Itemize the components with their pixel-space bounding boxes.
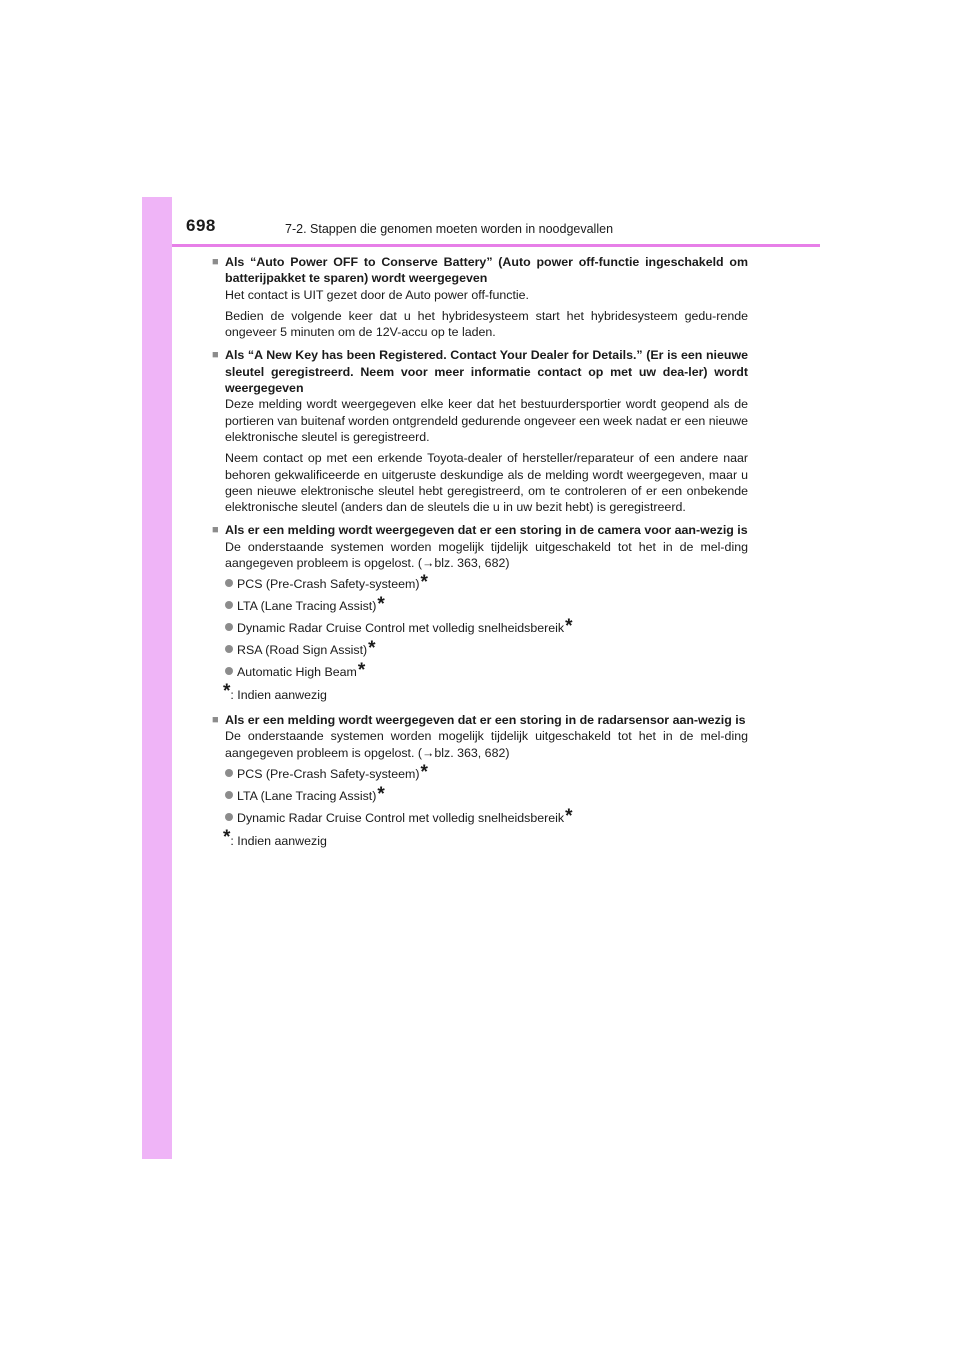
list-item-text: LTA (Lane Tracing Assist): [237, 599, 377, 614]
list-item: Dynamic Radar Cruise Control met volledig snelheidsbereik *: [225, 620, 748, 636]
body-paragraph: Neem contact op met een erkende Toyota-dealer of hersteller/reparateur of een andere naar behoren gekwalificeerde en uitgeruste deskundige als de melding wordt weergegeven, maar u geen nieuwe elektronische sleutel hebt geregistreerd, om te controleren of er een onbekende elektronische sleutel (anders dan de sleutels die u in uw bezit hebt) is geregistreerd.: [225, 451, 748, 515]
list-item-text: LTA (Lane Tracing Assist): [237, 788, 377, 803]
list-item: LTA (Lane Tracing Assist) *: [225, 598, 748, 614]
section-heading-text: Als er een melding wordt weergegeven dat er een storing in de radarsensor aan-wezig is: [225, 713, 746, 728]
round-bullet-icon: [225, 601, 233, 609]
section-block: [212, 522, 748, 703]
system-list: [225, 572, 748, 681]
list-item: RSA (Road Sign Assist) *: [225, 642, 748, 658]
round-bullet-icon: [225, 813, 233, 821]
square-bullet-icon: ■: [212, 256, 219, 268]
round-bullet-icon: [225, 667, 233, 675]
body-paragraph: De onderstaande systemen worden mogelijk tijdelijk uitgeschakeld tot het in de mel-ding aangegeven probleem is opgelost. (→blz. 363, 682): [225, 729, 748, 760]
section-title: 7-2. Stappen die genomen moeten worden in noodgevallen: [285, 222, 614, 236]
section-heading: [212, 347, 748, 396]
body-paragraph: Bedien de volgende keer dat u het hybridesysteem start het hybridesysteem gedu-rende ongeveer 5 minuten om de 12V-accu op te laden.: [225, 308, 748, 340]
footnote: [223, 680, 748, 703]
list-item-text: PCS (Pre-Crash Safety-systeem): [237, 577, 420, 592]
section-heading: [212, 254, 748, 287]
list-item: LTA (Lane Tracing Assist) *: [225, 788, 748, 804]
square-bullet-icon: ■: [212, 524, 219, 537]
asterisk-icon: *: [223, 826, 231, 848]
system-list: [225, 762, 748, 827]
list-item: PCS (Pre-Crash Safety-systeem) *: [225, 766, 748, 782]
page-content: [212, 254, 748, 858]
chapter-side-tab: [142, 197, 172, 1159]
section-heading-text: Als “Auto Power OFF to Conserve Battery” (Auto power off-functie ingeschakeld om batterijpakket te sparen) wordt weergegeven: [225, 255, 748, 286]
round-bullet-icon: [225, 645, 233, 653]
section-heading-text: Als “A New Key has been Registered. Contact Your Dealer for Details.” (Er is een nieuwe sleutel geregistreerd. Neem voor meer informatie contact op met uw dea-ler) wordt weergegeven: [225, 348, 748, 396]
list-item-text: RSA (Road Sign Assist): [237, 642, 368, 657]
header-rule: [172, 244, 820, 247]
footnote: [223, 826, 748, 849]
list-item: PCS (Pre-Crash Safety-systeem) *: [225, 576, 748, 592]
square-bullet-icon: ■: [212, 349, 219, 362]
footnote-text: : Indien aanwezig: [230, 833, 327, 848]
section-heading: [212, 712, 748, 728]
section-block: [212, 347, 748, 515]
round-bullet-icon: [225, 769, 233, 777]
round-bullet-icon: [225, 579, 233, 587]
body-paragraph: Deze melding wordt weergegeven elke keer dat het bestuurdersportier wordt geopend als de portieren van buitenaf worden ontgrendeld gedurende ongeveer een week nadat er een nieuwe elektronische sleutel is geregistreerd.: [225, 397, 748, 444]
section-block: [212, 712, 748, 849]
round-bullet-icon: [225, 623, 233, 631]
section-heading-text: Als er een melding wordt weergegeven dat er een storing in de camera voor aan-wezig is: [225, 523, 748, 538]
round-bullet-icon: [225, 791, 233, 799]
body-paragraph: De onderstaande systemen worden mogelijk tijdelijk uitgeschakeld tot het in de mel-ding aangegeven probleem is opgelost. (→blz. 363, 682): [225, 539, 748, 571]
list-item-text: PCS (Pre-Crash Safety-systeem): [237, 767, 420, 782]
page-number: 698: [186, 216, 216, 235]
square-bullet-icon: ■: [212, 714, 219, 727]
list-item-text: Dynamic Radar Cruise Control met volledig snelheidsbereik: [237, 620, 565, 635]
list-item: Automatic High Beam *: [225, 664, 748, 680]
body-paragraph: Het contact is UIT gezet door de Auto power off-functie.: [225, 287, 529, 302]
section-heading: [212, 522, 748, 538]
asterisk-icon: *: [223, 680, 231, 702]
page-header: [142, 208, 820, 246]
list-item: Dynamic Radar Cruise Control met volledig snelheidsbereik *: [225, 810, 748, 826]
section-block: [212, 254, 748, 340]
list-item-text: Automatic High Beam: [237, 664, 357, 679]
list-item-text: Dynamic Radar Cruise Control met volledig snelheidsbereik: [237, 810, 565, 825]
footnote-text: : Indien aanwezig: [230, 687, 327, 702]
